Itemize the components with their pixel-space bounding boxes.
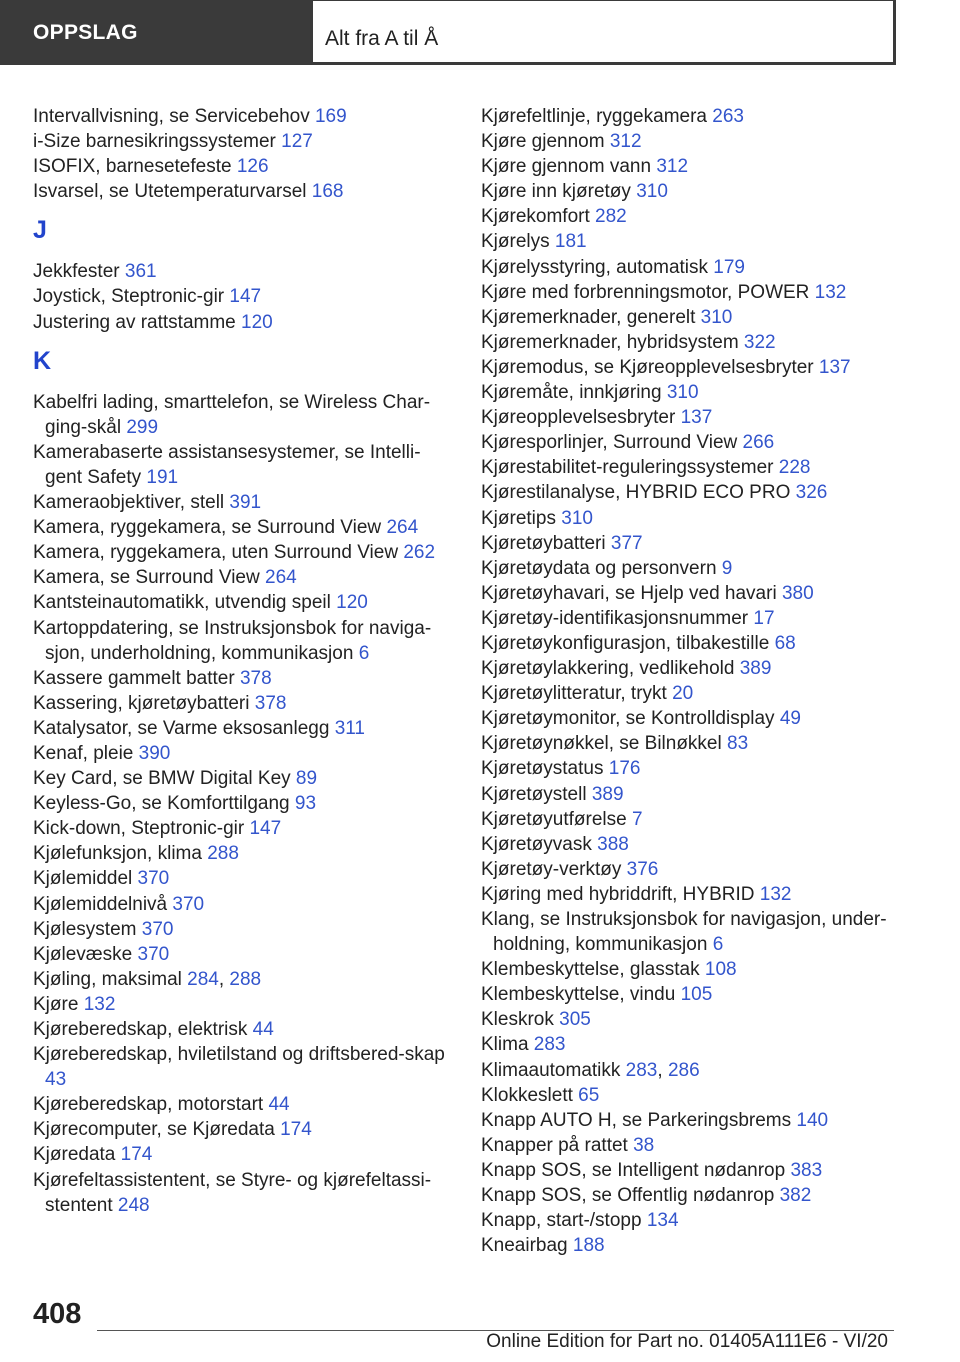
- page-reference-link[interactable]: 132: [759, 883, 792, 905]
- index-entry: [33, 540, 453, 565]
- index-entry: [481, 731, 911, 756]
- index-term: Kjøremodus, se Kjøreopplevelsesbryter: [481, 356, 819, 378]
- page-reference-link[interactable]: 174: [120, 1144, 153, 1166]
- page-reference-link[interactable]: 49: [779, 708, 801, 730]
- page-reference-link[interactable]: 312: [609, 131, 642, 153]
- index-term: Klima: [481, 1034, 534, 1056]
- index-term: Kjørefeltassistentent, se Styre- og kjørefeltassi-stentent: [33, 1169, 432, 1216]
- index-term: Klang, se Instruksjonsbok for navigasjon, under-holdning, kommunikasjon: [481, 909, 887, 956]
- page-reference-link[interactable]: 310: [666, 382, 699, 404]
- page-reference-link[interactable]: 9: [721, 557, 733, 579]
- page-reference-link[interactable]: 105: [680, 984, 713, 1006]
- page-reference-link[interactable]: 370: [137, 943, 170, 965]
- page-reference-link[interactable]: 120: [241, 311, 273, 333]
- index-entry: [481, 330, 911, 355]
- page-reference-link[interactable]: 299: [126, 416, 159, 438]
- index-entry: [33, 716, 453, 741]
- page-reference-link[interactable]: 288: [229, 968, 262, 990]
- index-entry: [481, 1233, 911, 1258]
- page-reference-link[interactable]: 283: [625, 1059, 658, 1081]
- page-reference-link[interactable]: 68: [774, 632, 796, 654]
- index-term: Klembeskyttelse, glasstak: [481, 959, 705, 981]
- index-term: Kjøretøyvask: [481, 833, 598, 855]
- page-reference-link[interactable]: 361: [124, 261, 157, 283]
- index-entry: [481, 1158, 911, 1183]
- index-term: Kick-down, Steptronic-gir: [33, 818, 250, 840]
- index-term: Kameraobjektiver, stell: [33, 492, 230, 514]
- page-reference-link[interactable]: 248: [117, 1194, 150, 1216]
- index-term: Kjøre med forbrenningsmotor, POWER: [481, 281, 815, 303]
- index-term: Kjøremåte, innkjøring: [481, 382, 667, 404]
- page-reference-link[interactable]: 147: [229, 286, 262, 308]
- index-entry: [481, 756, 911, 781]
- index-entry: [481, 1083, 911, 1108]
- index-term: Kjøling, maksimal: [33, 968, 188, 990]
- index-term: Kjørestilanalyse, HYBRID ECO PRO: [481, 482, 796, 504]
- chapter-title: Alt fra A til Å: [312, 0, 894, 63]
- index-entry: [481, 480, 911, 505]
- index-term: Kjøring med hybriddrift, HYBRID: [481, 883, 760, 905]
- index-term: Kjøretøystatus: [481, 758, 609, 780]
- index-entry: [481, 656, 911, 681]
- index-entry: [481, 129, 911, 154]
- index-entry: [481, 882, 911, 907]
- index-term: Kjøremerknader, generelt: [481, 306, 701, 328]
- index-entry: [33, 917, 453, 942]
- index-term: Klembeskyttelse, vindu: [481, 984, 681, 1006]
- index-term: Kjøretøydata og personvern: [481, 557, 722, 579]
- index-entry: [33, 866, 453, 891]
- index-term: Kjøreberedskap, hviletilstand og driftsbered-skap: [33, 1044, 445, 1066]
- index-term: Kjøretøykonfigurasjon, tilbakestille: [481, 632, 775, 654]
- index-term: Knapp, start-/stopp: [481, 1210, 647, 1232]
- index-term: Kjøre gjennom vann: [481, 156, 657, 178]
- page-reference-link[interactable]: 127: [281, 131, 313, 153]
- index-term: Kjøretøylakkering, vedlikehold: [481, 658, 740, 680]
- index-entry: [481, 154, 911, 179]
- page-reference-link[interactable]: 282: [595, 206, 627, 228]
- index-term: Kamera, se Surround View: [33, 567, 265, 589]
- index-entry: [33, 892, 453, 917]
- index-term: Kjølemiddelnivå: [33, 893, 173, 915]
- index-column-left: [33, 104, 453, 1218]
- index-entry: [481, 982, 911, 1007]
- index-term: Key Card, se BMW Digital Key: [33, 768, 296, 790]
- page-reference-link[interactable]: 310: [700, 306, 733, 328]
- page-reference-link[interactable]: 65: [578, 1084, 600, 1106]
- index-term: Kjørelysstyring, automatisk: [481, 256, 714, 278]
- index-entry: [33, 284, 453, 309]
- index-term: Kjøretøyutførelse: [481, 808, 632, 830]
- page-reference-link[interactable]: 169: [314, 106, 347, 127]
- index-entry: [33, 590, 453, 615]
- index-term: Kjølevæske: [33, 943, 138, 965]
- page-reference-link[interactable]: 305: [559, 1009, 591, 1031]
- index-entry: [481, 280, 911, 305]
- page-reference-link[interactable]: 378: [239, 667, 272, 689]
- page-reference-link[interactable]: 391: [229, 492, 262, 514]
- index-term: Kjørefeltlinje, ryggekamera: [481, 106, 713, 127]
- page-reference-link[interactable]: 7: [631, 808, 643, 830]
- edition-note: Online Edition for Part no. 01405A111E6 - VI/20: [486, 1331, 888, 1352]
- index-term: Justering av rattstamme: [33, 311, 242, 333]
- index-entry: Klimaautomatikk 283, 286: [481, 1059, 700, 1081]
- page-reference-link[interactable]: 370: [137, 868, 170, 890]
- index-entry: [481, 355, 911, 380]
- index-entry: [33, 259, 453, 284]
- page-reference-link[interactable]: 388: [597, 833, 629, 855]
- page-reference-link[interactable]: 326: [795, 482, 828, 504]
- index-term: Kjørelys: [481, 231, 555, 253]
- index-entry: [33, 691, 453, 716]
- index-entry: [481, 506, 911, 531]
- index-term: Kjøre inn kjøretøy: [481, 181, 637, 203]
- index-term: Knapp SOS, se Offentlig nødanrop: [481, 1185, 780, 1207]
- page-header: [0, 0, 896, 65]
- page-reference-link[interactable]: 147: [249, 818, 282, 840]
- page-reference-link[interactable]: 120: [336, 592, 368, 614]
- page-reference-link[interactable]: 370: [141, 918, 174, 940]
- index-entry: [481, 782, 911, 807]
- page-reference-link[interactable]: 108: [704, 959, 737, 981]
- page-reference-link[interactable]: 370: [172, 893, 205, 915]
- index-term: Kjøretøystell: [481, 783, 592, 805]
- index-term: Knapp AUTO H, se Parkeringsbrems: [481, 1109, 797, 1131]
- index-term: Kjørecomputer, se Kjøredata: [33, 1119, 281, 1141]
- index-term: Joystick, Steptronic-gir: [33, 286, 230, 308]
- index-entry: [33, 515, 453, 540]
- index-term: Kjørekomfort: [481, 206, 596, 228]
- index-term: Klimaautomatikk: [481, 1059, 626, 1081]
- index-entry: [481, 380, 911, 405]
- page-reference-link[interactable]: 310: [636, 181, 668, 203]
- page-reference-link[interactable]: 20: [672, 683, 694, 705]
- page-reference-link[interactable]: 93: [294, 793, 317, 815]
- index-term: Kjøretøymonitor, se Kontrolldisplay: [481, 708, 780, 730]
- index-term: Kamera, ryggekamera, uten Surround View: [33, 542, 404, 564]
- page-reference-link[interactable]: 383: [790, 1159, 823, 1181]
- page-reference-link[interactable]: 310: [561, 507, 593, 529]
- index-term: Kartoppdatering, se Instruksjonsbok for naviga-sjon, underholdning, kommunikasjon: [33, 617, 432, 664]
- page-reference-link[interactable]: 174: [280, 1119, 312, 1141]
- index-term: Kleskrok: [481, 1009, 560, 1031]
- index-entry: [33, 490, 453, 515]
- page-reference-link[interactable]: 283: [533, 1034, 566, 1056]
- page-reference-link[interactable]: 44: [252, 1019, 274, 1040]
- index-term: Kjøre: [33, 993, 84, 1015]
- index-entry: [481, 1133, 911, 1158]
- index-term: Kjørestabilitet-reguleringssystemer: [481, 457, 779, 479]
- page-reference-link[interactable]: 43: [45, 1069, 67, 1091]
- index-entry: [33, 310, 453, 335]
- index-term: Intervallvisning, se Servicebehov: [33, 106, 315, 127]
- index-entry: [481, 857, 911, 882]
- index-entry: [481, 556, 911, 581]
- page-reference-link[interactable]: 137: [818, 356, 851, 378]
- page-reference-link[interactable]: 322: [743, 331, 776, 353]
- page-reference-link[interactable]: 44: [268, 1094, 290, 1116]
- index-entry: [481, 706, 911, 731]
- index-term: Kassere gammelt batter: [33, 667, 240, 689]
- index-column-right: [481, 104, 911, 1258]
- index-term: Kjøreberedskap, elektrisk: [33, 1019, 253, 1040]
- index-entry: [481, 1108, 911, 1133]
- page-reference-link[interactable]: 389: [591, 783, 624, 805]
- index-term: Kabelfri lading, smarttelefon, se Wireless Char-ging-skål: [33, 391, 431, 438]
- index-entry: [481, 104, 911, 129]
- index-term: Kjøretøynøkkel, se Bilnøkkel: [481, 733, 727, 755]
- index-term: ISOFIX, barnesetefeste: [33, 156, 237, 178]
- page-reference-link[interactable]: 17: [753, 607, 775, 629]
- index-entry: [33, 1142, 453, 1167]
- page-reference-link[interactable]: 286: [667, 1059, 700, 1081]
- index-entry: [481, 957, 911, 982]
- index-term: Kjøretøy-verktøy: [481, 858, 627, 880]
- page-reference-link[interactable]: 284: [187, 968, 219, 990]
- index-entry: [481, 531, 911, 556]
- index-term: Kjøretøy-identifikasjonsnummer: [481, 607, 754, 629]
- index-term: Isvarsel, se Utetemperaturvarsel: [33, 181, 312, 203]
- index-entry: [33, 1092, 453, 1117]
- index-term: Keyless-Go, se Komforttilgang: [33, 793, 295, 815]
- index-term: Kamerabaserte assistansesystemer, se Intelli-gent Safety: [33, 441, 421, 488]
- index-entry: [481, 606, 911, 631]
- index-entry: [481, 1183, 911, 1208]
- index-entry: [33, 1042, 453, 1092]
- page-reference-link[interactable]: 262: [403, 542, 436, 564]
- page-reference-link[interactable]: 191: [146, 466, 179, 488]
- index-term: Kjøretøylitteratur, trykt: [481, 683, 673, 705]
- index-term: Kassering, kjøretøybatteri: [33, 692, 255, 714]
- index-entry: [481, 305, 911, 330]
- index-entry: Kjøling, maksimal 284, 288: [33, 968, 262, 990]
- index-entry: [481, 179, 911, 204]
- page-number: 408: [33, 1298, 82, 1330]
- index-entry: [33, 766, 453, 791]
- index-term: Kjøremerknader, hybridsystem: [481, 331, 744, 353]
- page-reference-link[interactable]: 89: [295, 768, 318, 790]
- index-term: Kjøreberedskap, motorstart: [33, 1094, 269, 1116]
- index-term: Kneairbag: [481, 1235, 573, 1257]
- index-entry: [33, 741, 453, 766]
- index-entry: [33, 154, 453, 179]
- index-entry: [481, 1032, 911, 1057]
- index-entry: [481, 907, 911, 957]
- index-term: Kjølemiddel: [33, 868, 138, 890]
- page-reference-link[interactable]: 378: [254, 692, 287, 714]
- page-reference-link[interactable]: 126: [236, 156, 269, 178]
- index-entry: [33, 104, 453, 129]
- index-entry: [33, 1017, 453, 1042]
- page-reference-link[interactable]: 390: [138, 742, 171, 764]
- page-reference-link[interactable]: 263: [712, 106, 744, 127]
- index-term: Kjølefunksjon, klima: [33, 843, 208, 865]
- index-letter-heading: K: [33, 346, 52, 375]
- page-reference-link[interactable]: 389: [739, 658, 772, 680]
- index-entry: [33, 942, 453, 967]
- page-reference-link[interactable]: 140: [796, 1109, 829, 1131]
- page-reference-link[interactable]: 181: [554, 231, 587, 253]
- index-term: Kjøresporlinjer, Surround View: [481, 432, 743, 454]
- index-term: Kjøre gjennom: [481, 131, 610, 153]
- index-term: Kjøreopplevelsesbryter: [481, 407, 681, 429]
- index-entry: [481, 581, 911, 606]
- index-entry: [33, 440, 453, 490]
- index-entry: [481, 1208, 911, 1233]
- page-reference-link[interactable]: 176: [608, 758, 641, 780]
- index-entry: [33, 666, 453, 691]
- page-reference-link[interactable]: 377: [610, 532, 643, 554]
- index-entry: [33, 816, 453, 841]
- index-term: Kamera, ryggekamera, se Surround View: [33, 517, 387, 539]
- index-entry: [481, 204, 911, 229]
- page-reference-link[interactable]: 288: [207, 843, 239, 865]
- index-term: Jekkfester: [33, 261, 125, 283]
- index-entry: [481, 681, 911, 706]
- index-entry: [481, 832, 911, 857]
- page-reference-link[interactable]: 134: [646, 1210, 679, 1232]
- page-reference-link[interactable]: 228: [778, 457, 811, 479]
- index-entry: [33, 179, 453, 204]
- index-entry: [481, 631, 911, 656]
- index-entry: [481, 255, 911, 280]
- index-entry: [33, 616, 453, 666]
- index-term: i-Size barnesikringssystemer: [33, 131, 282, 153]
- page-reference-link[interactable]: 376: [626, 858, 659, 880]
- index-entry: [481, 405, 911, 430]
- page-reference-link[interactable]: 266: [742, 432, 775, 454]
- page-reference-link[interactable]: 179: [713, 256, 745, 278]
- index-term: Knapper på rattet: [481, 1134, 634, 1156]
- index-term: Kjølesystem: [33, 918, 142, 940]
- index-entry: [33, 1168, 453, 1218]
- page-reference-link[interactable]: 264: [386, 517, 419, 539]
- page-reference-link[interactable]: 38: [633, 1134, 655, 1156]
- page-reference-link[interactable]: 264: [265, 567, 297, 589]
- index-entry: [33, 390, 453, 440]
- index-term: Katalysator, se Varme eksosanlegg: [33, 717, 335, 739]
- page-reference-link[interactable]: 311: [334, 717, 365, 739]
- index-entry: [33, 791, 453, 816]
- index-entry: [481, 807, 911, 832]
- page-reference-link[interactable]: 188: [572, 1235, 605, 1257]
- page-reference-link[interactable]: 312: [656, 156, 689, 178]
- index-term: Knapp SOS, se Intelligent nødanrop: [481, 1159, 791, 1181]
- index-entry: [481, 1007, 911, 1032]
- page-reference-link[interactable]: 6: [712, 934, 724, 956]
- index-entry: [33, 992, 453, 1017]
- index-entry: [481, 430, 911, 455]
- index-entry: [33, 1117, 453, 1142]
- page-reference-link[interactable]: 132: [814, 281, 847, 303]
- page-reference-link[interactable]: 132: [83, 993, 116, 1015]
- index-term: Kjøretøyhavari, se Hjelp ved havari: [481, 582, 782, 604]
- index-entry: [481, 455, 911, 480]
- index-entry: [33, 129, 453, 154]
- page-reference-link[interactable]: 382: [779, 1185, 812, 1207]
- index-letter-heading: J: [33, 216, 47, 245]
- page-reference-link[interactable]: 137: [680, 407, 713, 429]
- page-reference-link[interactable]: 6: [358, 642, 370, 664]
- page-reference-link[interactable]: 83: [727, 733, 749, 755]
- page-reference-link[interactable]: 168: [311, 181, 344, 203]
- index-term: Kjøredata: [33, 1144, 121, 1166]
- index-entry: [33, 565, 453, 590]
- index-term: Kenaf, pleie: [33, 742, 139, 764]
- page-reference-link[interactable]: 380: [781, 582, 814, 604]
- index-term: Kjøretøybatteri: [481, 532, 611, 554]
- index-entry: [33, 841, 453, 866]
- index-term: Klokkeslett: [481, 1084, 579, 1106]
- index-entry: [481, 229, 911, 254]
- index-term: Kjøretips: [481, 507, 562, 529]
- section-tab: OPPSLAG: [33, 21, 138, 44]
- index-term: Kantsteinautomatikk, utvendig speil: [33, 592, 337, 614]
